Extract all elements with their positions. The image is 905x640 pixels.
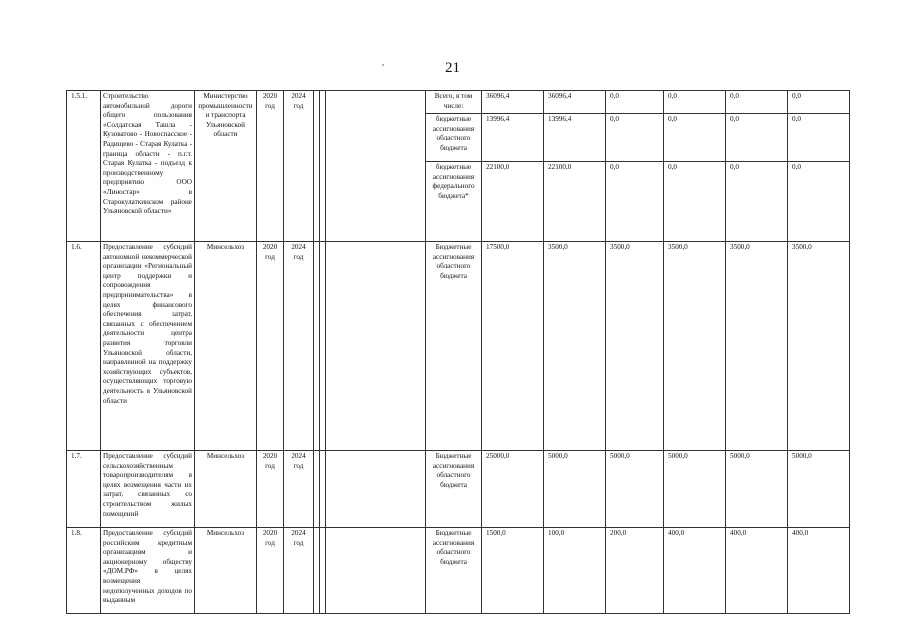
activity-name: Предоставление субсидий автономной некоммерческой организации «Региональный центр поддержки и сопровождения предпринимательства» в целях финансового обеспечения затрат, связанных с обеспечением деятельности центра развития торговли Ульяновской области, направленной на поддержку хозяйствующих субъектов, осуществляющих торговую деятельность в Ульяновской области — [101, 242, 195, 451]
amount-cell — [664, 528, 726, 614]
amount-value: 0,0 — [792, 163, 801, 171]
start-year: 2020 год — [257, 451, 284, 528]
table-row — [67, 91, 850, 242]
activity-name: Предоставление субсидий сельскохозяйственным товаропроизводителям в целях возмещения части их затрат, связанных со строительством жилых помещений — [101, 451, 195, 528]
amount-value: 5000,0 — [610, 452, 630, 460]
amount-value: 0,0 — [726, 114, 787, 162]
end-year: 2024 год — [284, 242, 314, 451]
amount-cell — [606, 528, 664, 614]
table-row — [67, 242, 850, 451]
row-code: 1.8. — [67, 528, 101, 614]
funding-source: Бюджетные ассигнования областного бюджета — [432, 529, 475, 566]
start-year: 2020 год — [257, 528, 284, 614]
table-body — [67, 91, 850, 614]
amount-cell — [788, 242, 850, 451]
start-year: 2020 год — [257, 242, 284, 451]
table-row — [67, 451, 850, 528]
amount-value: 3500,0 — [548, 243, 568, 251]
amount-value: 400,0 — [792, 529, 809, 537]
amount-cell — [664, 451, 726, 528]
amount-cell — [606, 242, 664, 451]
amount-value: 22100,0 — [548, 163, 572, 171]
amount-value: 0,0 — [606, 91, 663, 114]
amount-cell — [664, 242, 726, 451]
scan-speck — [382, 64, 384, 66]
executor: Минсельхоз — [195, 528, 257, 614]
end-year: 2024 год — [284, 528, 314, 614]
funding-source-cell — [426, 528, 482, 614]
amount-value: 25000,0 — [486, 452, 510, 460]
funding-source-cell — [426, 242, 482, 451]
end-year: 2024 год — [284, 451, 314, 528]
amount-value: 36096,4 — [482, 91, 543, 114]
activity-name: Строительство автомобильной дороги общего пользования «Солдатская Ташла - Кузоватово - Новоспасское - Радищево - Старая Кулатка - граница области - п.г.т. Старая Кулатка - подъезд к производственному предприятию ООО «Линостар» в Старокулаткинском районе Ульяновской области» — [101, 91, 195, 242]
activity-name: Предоставление субсидий российским кредитным организациям и акционерному обществу «ДОМ.РФ» в целях возмещения недополученных доходов по выданным — [101, 528, 195, 614]
amount-value: 0,0 — [788, 114, 849, 162]
amount-value: 36096,4 — [544, 91, 605, 114]
amount-value: 200,0 — [610, 529, 627, 537]
amount-value: 3500,0 — [730, 243, 750, 251]
table-row — [67, 528, 850, 614]
amount-value: 13996,4 — [544, 114, 605, 162]
funding-source-cell — [426, 451, 482, 528]
amount-value: 0,0 — [730, 163, 739, 171]
funding-source-cell — [426, 91, 482, 242]
amount-cell — [788, 91, 850, 242]
amount-cell — [788, 451, 850, 528]
amount-value: 17500,0 — [486, 243, 510, 251]
empty-cell — [326, 91, 426, 242]
amount-cell — [482, 242, 544, 451]
amount-cell — [544, 528, 606, 614]
amount-value: 3500,0 — [792, 243, 812, 251]
page-number: 21 — [445, 60, 460, 76]
row-code: 1.5.1. — [67, 91, 101, 242]
executor: Минсельхоз — [195, 451, 257, 528]
amount-value: 22100,0 — [486, 163, 510, 171]
amount-value: 5000,0 — [548, 452, 568, 460]
amount-value: 0,0 — [668, 163, 677, 171]
start-year: 2020 год — [257, 91, 284, 242]
funding-source: бюджетные ассигнования областного бюджета — [426, 114, 481, 162]
amount-value: 1500,0 — [486, 529, 506, 537]
amount-value: 0,0 — [788, 91, 849, 114]
funding-source: Бюджетные ассигнования областного бюджета — [432, 243, 475, 280]
amount-cell — [726, 242, 788, 451]
end-year: 2024 год — [284, 91, 314, 242]
amount-value: 3500,0 — [668, 243, 688, 251]
row-code: 1.6. — [67, 242, 101, 451]
amount-value: 0,0 — [610, 163, 619, 171]
amount-cell — [726, 91, 788, 242]
executor: Министерство промышленности и транспорта Ульяновской области — [195, 91, 257, 242]
amount-value: 5000,0 — [668, 452, 688, 460]
amount-cell — [664, 91, 726, 242]
amount-cell — [544, 242, 606, 451]
amount-cell — [726, 451, 788, 528]
amount-value: 5000,0 — [730, 452, 750, 460]
amount-cell — [606, 91, 664, 242]
amount-value: 5000,0 — [792, 452, 812, 460]
amount-value: 400,0 — [730, 529, 747, 537]
amount-value: 0,0 — [726, 91, 787, 114]
amount-value: 100,0 — [548, 529, 565, 537]
amount-cell — [788, 528, 850, 614]
amount-value: 0,0 — [664, 91, 725, 114]
empty-cell — [326, 528, 426, 614]
empty-cell — [326, 242, 426, 451]
amount-cell — [482, 528, 544, 614]
amount-cell — [544, 451, 606, 528]
row-code: 1.7. — [67, 451, 101, 528]
funding-source: Всего, в том числе: — [426, 91, 481, 114]
amount-cell — [482, 451, 544, 528]
amount-value: 400,0 — [668, 529, 685, 537]
program-activities-table — [66, 90, 850, 614]
amount-cell — [482, 91, 544, 242]
amount-cell — [726, 528, 788, 614]
funding-source: бюджетные ассигнования федерального бюджета* — [432, 163, 475, 200]
funding-source: Бюджетные ассигнования областного бюджета — [432, 452, 475, 489]
executor: Минсельхоз — [195, 242, 257, 451]
amount-cell — [544, 91, 606, 242]
amount-value: 13996,4 — [482, 114, 543, 162]
amount-value: 0,0 — [606, 114, 663, 162]
amount-value: 3500,0 — [610, 243, 630, 251]
amount-value: 0,0 — [664, 114, 725, 162]
empty-cell — [326, 451, 426, 528]
amount-cell — [606, 451, 664, 528]
